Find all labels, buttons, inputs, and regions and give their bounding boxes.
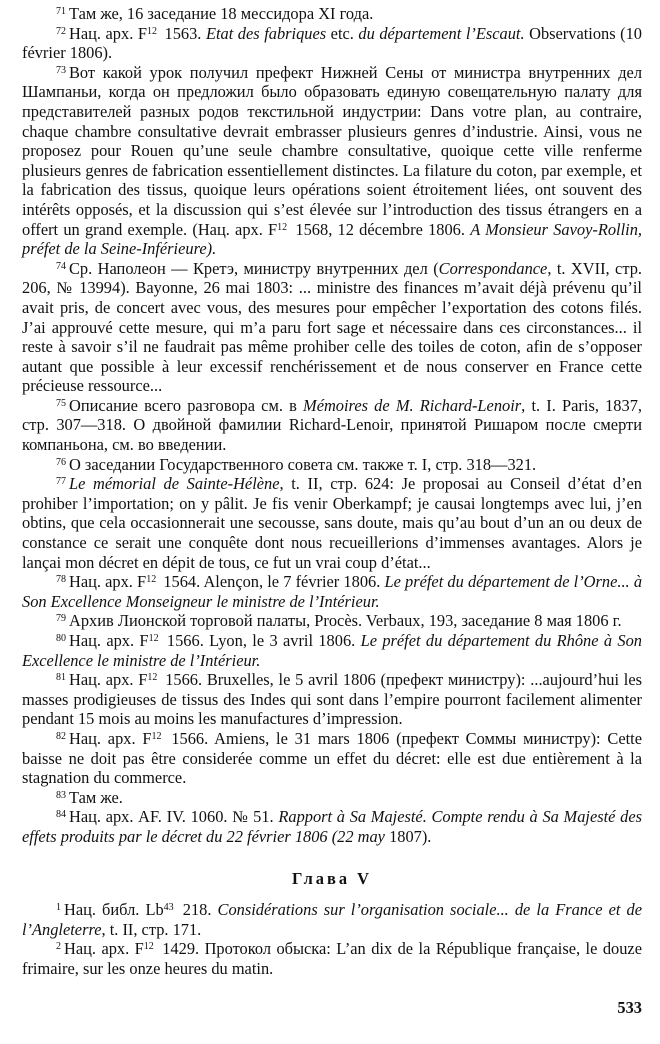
footnote: [22, 670, 642, 729]
footnote-number: 80: [56, 633, 66, 644]
footnote-text: Le mémorial de Sainte-Hélène, t. II, стр. 624: Je proposai au Conseil d’état d’en prohiber l’importation; on y pâlit. Je fis venir Oberkampf; je causai longtemps avec lui, j’en obtins, que cela occasionnerait une secousse, sans doute, mais qu’au bout d’un an ou deux de constance ce serait une conquête dont nous recueillerions d’immenses avantages. Alors je lançai mon décret en dépit de tous, ce fut un vrai coup d’état...: [22, 474, 642, 572]
footnote-text: Нац. арх. $F^{12}$ 1564. Alençon, le 7 février 1806. Le préfet du département de l’Orne... à Son Excellence Monseigneur le ministre de l’Intérieur.: [22, 572, 643, 611]
footnote-number: 77: [56, 476, 66, 488]
footnotes-chapter-4: [22, 4, 642, 847]
footnote-text: О заседании Государственного совета см. также т. I, стр. 318—321.: [69, 454, 537, 474]
footnote: [22, 259, 642, 396]
footnote-number: 75: [56, 397, 66, 409]
footnote-number: 82: [56, 730, 66, 742]
footnote: [22, 455, 642, 475]
chapter-heading: Глава V: [292, 868, 372, 888]
footnote-number: 83: [56, 789, 66, 801]
footnote-number: 78: [56, 574, 66, 586]
footnote-text: Нац. библ. Lb$^{43}$ 218. Considérations sur l’organisation sociale... de la France et de l’Angleterre, t. II, стр. 171.: [22, 900, 643, 939]
footnote-number: 76: [56, 456, 66, 468]
footnote-number: 2: [56, 941, 61, 953]
footnote-number: 79: [56, 613, 66, 625]
footnote-number: 73: [56, 64, 66, 76]
footnote-text: Вот какой урок получил префект Нижней Сены от министра внутренних дел Шампаньи, когда он предложил было образовать единую совещательную палату для представителей разных родов текстильной индустрии: Dans votre plan, au contraire, chaque chambre consultative devrait embrasser plusieurs genres d’industrie. Ainsi, vous ne proposez pour Rouen qu’une seule chambre consultative, quoique cette ville renferme plusieurs genres de fabrication essentiellement distinctes. La filature du coton, par exemple, et la fabrication des tissus, quoique leurs opérations soient étroitement liées, ont souvent des intérêts opposés, et la discussion qui s’est élevée sur l’introduction des tissus étrangers en a offert un grand exemple. (Нац. арх. $F^{12}$ 1568, 12 décembre 1806. A Monsieur Savoy-Rollin, préfet de la Seine-Inférieure).: [22, 62, 642, 259]
footnote-text: Нац. арх. $F^{12}$ 1566. Lyon, le 3 avril 1806. Le préfet du département du Rhône à Son Excellence le ministre de l’Intérieur.: [22, 631, 643, 670]
footnote: [22, 24, 642, 63]
footnote-number: 74: [56, 260, 66, 272]
footnote: [22, 63, 642, 259]
footnote-text: Ср. Наполеон — Кретэ, министру внутренних дел (Correspondance, t. XVII, стр. 206, № 13994). Bayonne, 26 mai 1803: ... ministre des finances m’avait déjà prévenu qu’il avait pris, de concert avec vous, des mesures pour empêcher l’exportation des cotons filés. J’ai approuvé cette mesure, qui m’a paru fort sage et nécessaire dans ces circonstances... il reste à savoir s’il ne faudrait pas même prohiber celle des toiles de coton, afin de s’opposer autant que possible à leur excessif renchérissement et de nous conserver en France cette précieuse ressource...: [22, 258, 642, 396]
footnote: [22, 900, 642, 939]
footnote: [22, 807, 642, 846]
footnote-number: 81: [56, 672, 66, 684]
footnote-text: Там же, 16 заседание 18 мессидора XI года.: [69, 4, 374, 23]
footnote: [22, 474, 642, 572]
footnote: [22, 788, 642, 808]
footnote-number: 72: [56, 25, 66, 37]
footnote-text: Архив Лионской торговой палаты, Procès. Verbaux, 193, заседание 8 мая 1806 г.: [69, 611, 622, 631]
footnote: [22, 572, 642, 611]
footnote: [22, 939, 642, 978]
footnote-text: Нац. арх. $F^{12}$ 1566. Bruxelles, le 5 avril 1806 (префект министру): ...aujourd’hui les masses prodigieuses de tissus des Indes qui sont dans l’empire pourront facilement alimenter pendant 15 mois au moins les manufactures d’impression.: [22, 670, 642, 729]
footnote-text: Нац. арх. AF. IV. 1060. № 51. Rapport à Sa Majesté. Compte rendu à Sa Majesté des effets produits par le décret du 22 février 1806 (22 may 1807).: [22, 807, 642, 846]
footnotes-chapter-5: [22, 900, 642, 978]
footnote-text: Там же.: [69, 787, 123, 807]
footnote-text: Описание всего разговора см. в Mémoires de M. Richard-Lenoir, t. I. Paris, 1837, стр. 307—318. О двойной фамилии Richard-Lenoir, принятой Ришаром после смерти компаньона, см. во введении.: [22, 395, 642, 455]
footnote-number: 84: [56, 809, 66, 821]
footnote: [22, 611, 642, 631]
footnote-text: Нац. арх. $F^{12}$ 1429. Протокол обыска: L’an dix de la République française, le douze frimaire, sur les onze heures du matin.: [22, 939, 642, 978]
footnote: [22, 631, 642, 670]
footnote: [22, 396, 642, 455]
footnote-text: Нац. арх. $F^{12}$ 1566. Amiens, le 31 mars 1806 (префект Соммы министру): Cette baisse ne doit pas être considerée comme un effet du décret: elle est due entièrement à la stagnation du commerce.: [22, 728, 642, 788]
footnote-text: Нац. арх. $F^{12}$ 1563. Etat des fabriques etc. du département l’Escaut. Observations (10 février 1806).: [22, 23, 642, 63]
page-number: 533: [617, 998, 642, 1017]
footnote: [22, 729, 642, 788]
footnote-number: 1: [56, 902, 61, 914]
footnote-number: 71: [56, 6, 66, 17]
footnote: [22, 4, 642, 24]
